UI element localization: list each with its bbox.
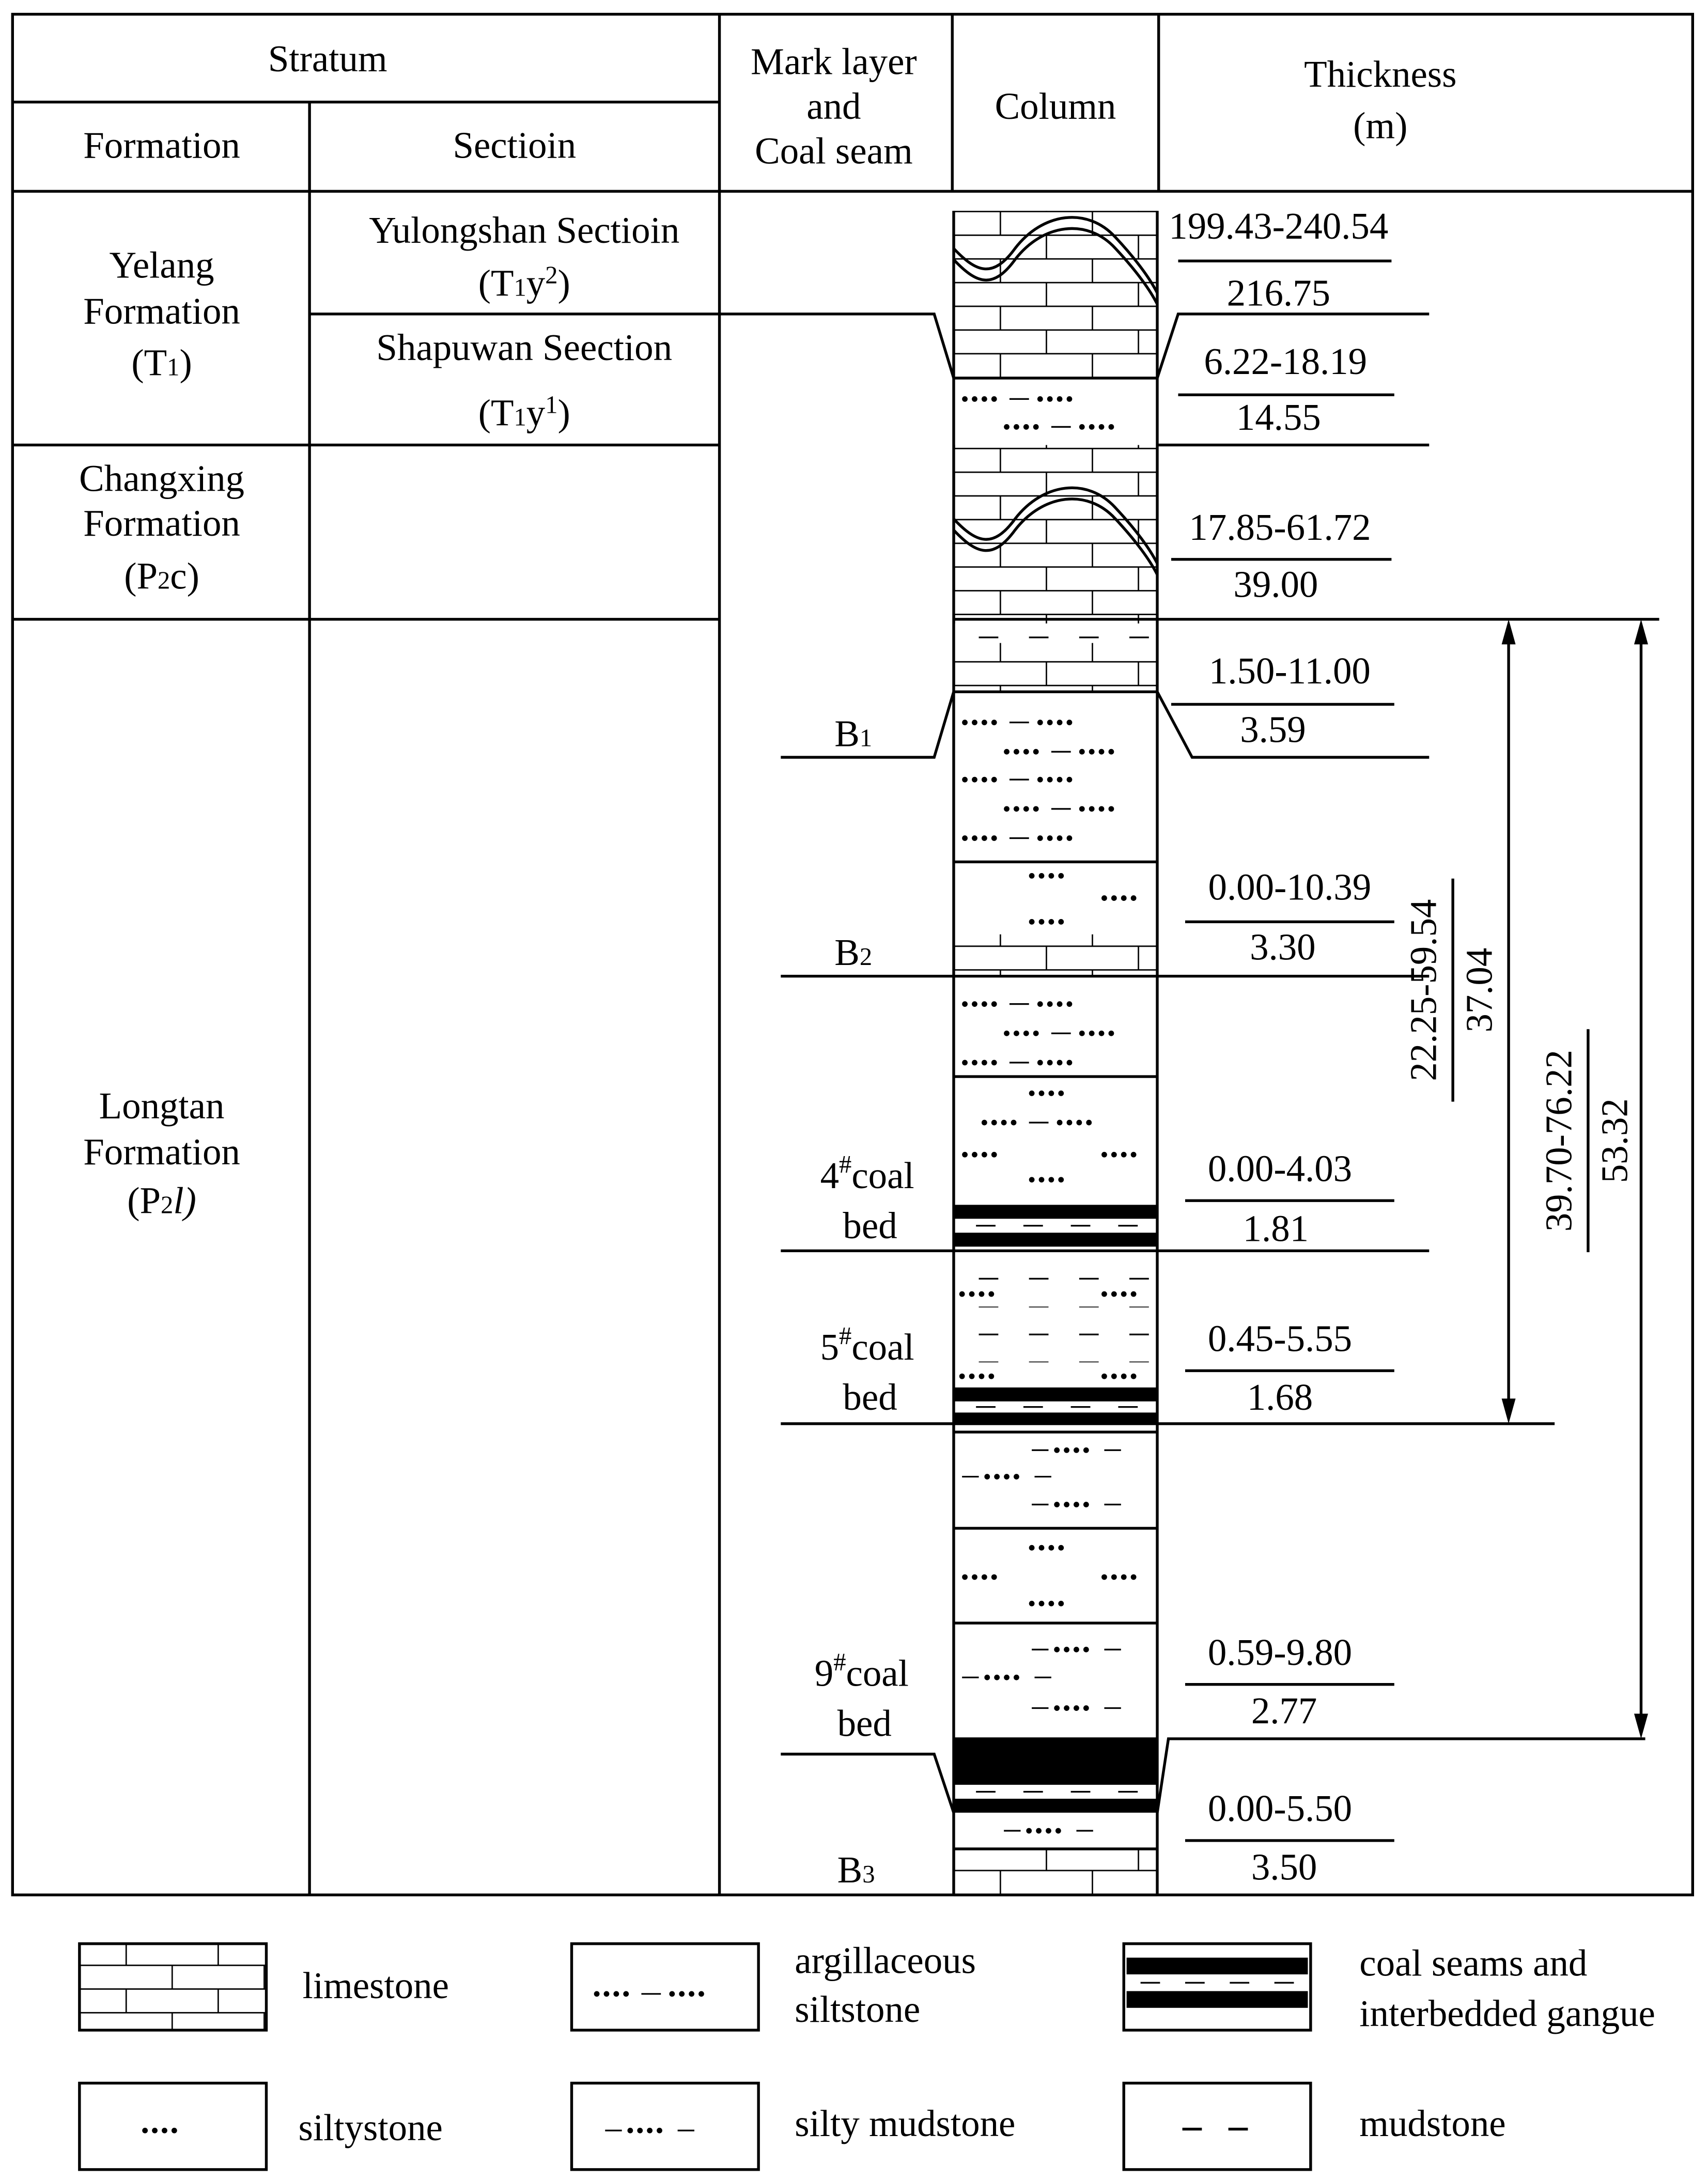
dot-mark bbox=[1079, 1031, 1085, 1036]
dot-mark bbox=[1109, 1031, 1114, 1036]
interval-top-coal9-range: 39.70-76.22 bbox=[1538, 1050, 1580, 1232]
legend-coal-gangue-label-line1: coal seams and bbox=[1359, 1942, 1588, 1984]
dot-mark bbox=[962, 396, 968, 402]
dot-mark bbox=[1121, 1291, 1127, 1297]
dot-mark bbox=[1029, 873, 1035, 879]
dot-mark bbox=[1131, 1152, 1137, 1158]
dot-mark bbox=[1083, 1647, 1089, 1653]
dot-mark bbox=[679, 1991, 685, 1997]
dot-mark bbox=[1004, 424, 1010, 430]
dot-mark bbox=[991, 1120, 997, 1126]
argillaceous-siltstone-shapuwan bbox=[954, 378, 1157, 445]
yulongshan-section-name: Yulongshan Sectioin bbox=[369, 209, 680, 252]
dot-mark bbox=[991, 1152, 997, 1158]
dot-mark bbox=[1047, 720, 1053, 725]
dot-mark bbox=[994, 1675, 1000, 1680]
dot-mark bbox=[962, 1060, 968, 1066]
dot-mark bbox=[1109, 424, 1114, 430]
dot-mark bbox=[972, 1001, 977, 1007]
dot-mark bbox=[1014, 424, 1019, 430]
limestone-b3 bbox=[954, 1849, 1157, 1895]
siltstone-above-coal4 bbox=[954, 1077, 1157, 1205]
dot-mark bbox=[972, 835, 977, 841]
legend-mudstone-swatch bbox=[1124, 2083, 1311, 2170]
dot-mark bbox=[1111, 1374, 1117, 1379]
dot-mark bbox=[1064, 1705, 1069, 1711]
interval-b1-coal5-range: 22.25-59.54 bbox=[1402, 899, 1445, 1081]
dot-mark bbox=[984, 1474, 990, 1479]
dot-mark bbox=[962, 777, 968, 783]
thickness-coal5-avg: 1.68 bbox=[1247, 1376, 1313, 1419]
changxing-code: (P2c) bbox=[124, 555, 199, 597]
dot-mark bbox=[1121, 895, 1127, 901]
legend-argillaceous-siltstone-symbol bbox=[594, 1991, 704, 1997]
dot-mark bbox=[1121, 1574, 1127, 1580]
dot-mark bbox=[1048, 1090, 1054, 1096]
dot-mark bbox=[1057, 1001, 1063, 1007]
limestone-b2 bbox=[954, 934, 1157, 976]
thickness-b3-range: 0.00-5.50 bbox=[1207, 1787, 1353, 1830]
dot-mark bbox=[1111, 1152, 1117, 1158]
dot-mark bbox=[172, 2128, 177, 2133]
thickness-header-line1: Thickness bbox=[1304, 53, 1457, 95]
column-header: Column bbox=[995, 85, 1116, 127]
dot-mark bbox=[1057, 720, 1063, 725]
dot-mark bbox=[1047, 1060, 1053, 1066]
dot-mark bbox=[1101, 1574, 1107, 1580]
dot-mark bbox=[623, 1991, 629, 1997]
changxing-name-line1: Changxing bbox=[79, 457, 244, 500]
coal5-bed-label: bed bbox=[843, 1376, 897, 1419]
dot-mark bbox=[1099, 749, 1105, 755]
dot-mark bbox=[1055, 1828, 1061, 1834]
dot-mark bbox=[982, 835, 987, 841]
dot-mark bbox=[1048, 1177, 1054, 1182]
dot-mark bbox=[1014, 1474, 1019, 1479]
dot-mark bbox=[657, 2128, 662, 2133]
dot-mark bbox=[1101, 1374, 1107, 1379]
legend-coal-gangue-label-line2: interbedded gangue bbox=[1359, 1992, 1655, 2034]
dot-mark bbox=[1083, 1705, 1089, 1711]
dot-mark bbox=[1074, 1705, 1079, 1711]
dot-mark bbox=[1011, 1120, 1017, 1126]
dot-mark bbox=[1111, 1574, 1117, 1580]
dot-mark bbox=[982, 720, 987, 725]
dot-mark bbox=[1067, 835, 1073, 841]
dot-mark bbox=[1004, 1474, 1010, 1479]
dot-mark bbox=[1057, 1120, 1063, 1126]
section-header: Sectioin bbox=[453, 124, 577, 166]
thickness-coal5-range: 0.45-5.55 bbox=[1207, 1317, 1353, 1360]
legend-siltystone-swatch bbox=[80, 2083, 267, 2170]
dot-mark bbox=[1029, 1090, 1035, 1096]
dot-mark bbox=[1064, 1647, 1069, 1653]
siltstone-layer-b2 bbox=[954, 862, 1157, 934]
dot-mark bbox=[959, 1374, 965, 1379]
legend-siltystone-symbol bbox=[142, 2128, 177, 2133]
dot-mark bbox=[1121, 1152, 1127, 1158]
interval-b1-coal5-avg: 37.04 bbox=[1458, 947, 1500, 1033]
dot-mark bbox=[1039, 1177, 1045, 1182]
thickness-b1-range: 1.50-11.00 bbox=[1208, 649, 1371, 692]
dot-mark bbox=[982, 1574, 987, 1580]
dot-mark bbox=[994, 1474, 1000, 1479]
coal4-seam-lower bbox=[954, 1233, 1157, 1247]
dot-mark bbox=[1074, 1502, 1079, 1507]
coal5-seam-lower bbox=[954, 1412, 1157, 1424]
dot-mark bbox=[1057, 1060, 1063, 1066]
dot-mark bbox=[1079, 424, 1085, 430]
thickness-coal4-range: 0.00-4.03 bbox=[1207, 1147, 1353, 1190]
mark-layer-labels bbox=[815, 712, 914, 1891]
dot-mark bbox=[1033, 806, 1039, 812]
legend-limestone-label: limestone bbox=[302, 1964, 449, 2006]
yelang-name-line2: Formation bbox=[83, 290, 240, 332]
lithology-column bbox=[954, 211, 1157, 1895]
shapuwan-section-name: Shapuwan Seection bbox=[376, 326, 673, 368]
dot-mark bbox=[1131, 895, 1137, 901]
dot-mark bbox=[962, 1001, 968, 1007]
dot-mark bbox=[1079, 806, 1085, 812]
dot-mark bbox=[1048, 873, 1054, 879]
dot-mark bbox=[972, 396, 977, 402]
coal5-label: 5#coal bbox=[820, 1322, 914, 1368]
dot-mark bbox=[1089, 424, 1095, 430]
longtan-name-line1: Longtan bbox=[99, 1084, 225, 1127]
dot-mark bbox=[1057, 396, 1063, 402]
mudstone-thin-2 bbox=[954, 1334, 1157, 1362]
legend-silty-mudstone-label: silty mudstone bbox=[795, 2102, 1016, 2145]
dot-mark bbox=[1029, 1177, 1035, 1182]
marker-b1: B1 bbox=[834, 712, 873, 755]
dot-mark bbox=[1023, 424, 1029, 430]
dot-mark bbox=[1048, 1545, 1054, 1551]
dot-mark bbox=[1037, 777, 1043, 783]
dot-mark bbox=[1058, 1601, 1064, 1607]
longtan-name-line2: Formation bbox=[83, 1131, 240, 1173]
dot-mark bbox=[1023, 806, 1029, 812]
dot-mark bbox=[1076, 1120, 1082, 1126]
dot-mark bbox=[1131, 1374, 1137, 1379]
dot-mark bbox=[1057, 777, 1063, 783]
dot-mark bbox=[988, 1291, 994, 1297]
coal9-label: 9#coal bbox=[814, 1648, 909, 1694]
mudstone-band-top bbox=[954, 624, 1157, 643]
dot-mark bbox=[1083, 1447, 1089, 1453]
dot-mark bbox=[982, 396, 987, 402]
dot-mark bbox=[1074, 1447, 1079, 1453]
dot-mark bbox=[991, 1001, 997, 1007]
dot-mark bbox=[962, 1574, 968, 1580]
dot-mark bbox=[979, 1291, 985, 1297]
dot-mark bbox=[1099, 424, 1105, 430]
formation-column bbox=[79, 244, 244, 1222]
dot-mark bbox=[1039, 1090, 1045, 1096]
dot-mark bbox=[669, 1991, 675, 1997]
dot-mark bbox=[991, 777, 997, 783]
changxing-name-line2: Formation bbox=[83, 502, 240, 544]
dot-mark bbox=[969, 1374, 975, 1379]
section-column bbox=[369, 209, 679, 434]
dot-mark bbox=[1058, 1090, 1064, 1096]
dot-mark bbox=[962, 1152, 968, 1158]
thickness-shapuwan-avg: 14.55 bbox=[1236, 396, 1321, 438]
legend-siltystone-label: siltystone bbox=[298, 2107, 443, 2149]
coal4-seam-upper bbox=[954, 1205, 1157, 1219]
dot-mark bbox=[162, 2128, 167, 2133]
legend-silty-mudstone-swatch bbox=[571, 2083, 758, 2170]
dot-mark bbox=[1046, 1828, 1051, 1834]
dot-mark bbox=[1089, 806, 1095, 812]
dot-mark bbox=[959, 1291, 965, 1297]
thickness-coal9-avg: 2.77 bbox=[1251, 1690, 1317, 1732]
dot-mark bbox=[1037, 1060, 1043, 1066]
dot-mark bbox=[604, 1991, 610, 1997]
dot-mark bbox=[1033, 1031, 1039, 1036]
coal5-seam-upper bbox=[954, 1388, 1157, 1401]
dot-mark bbox=[972, 1152, 977, 1158]
dot-mark bbox=[1047, 396, 1053, 402]
dot-mark bbox=[979, 1374, 985, 1379]
dot-mark bbox=[1083, 1502, 1089, 1507]
yulongshan-section-code: $(T1y^2)$ bbox=[478, 261, 570, 304]
dot-mark bbox=[637, 2128, 643, 2133]
dot-mark bbox=[982, 1120, 987, 1126]
yelang-name-line1: Yelang bbox=[109, 244, 214, 286]
dot-mark bbox=[1029, 1601, 1035, 1607]
dot-mark bbox=[1014, 806, 1019, 812]
stratum-header: Stratum bbox=[268, 38, 387, 80]
dot-mark bbox=[689, 1991, 694, 1997]
thickness-guide-lines bbox=[720, 261, 1659, 1841]
dot-mark bbox=[1039, 919, 1045, 925]
coal4-label: 4#coal bbox=[820, 1150, 914, 1196]
thickness-yulongshan-avg: 216.75 bbox=[1226, 272, 1330, 314]
dot-mark bbox=[1074, 1647, 1079, 1653]
dot-mark bbox=[1033, 424, 1039, 430]
dot-mark bbox=[1058, 1545, 1064, 1551]
shapuwan-section-code: $(T1y^1)$ bbox=[478, 391, 570, 434]
mark-layer-header-line1: Mark layer bbox=[751, 40, 917, 83]
thickness-shapuwan-range: 6.22-18.19 bbox=[1204, 340, 1368, 382]
dot-mark bbox=[1004, 806, 1010, 812]
dot-mark bbox=[1023, 1031, 1029, 1036]
dot-mark bbox=[1047, 835, 1053, 841]
dot-mark bbox=[982, 1152, 987, 1158]
coal9-seam-lower bbox=[954, 1799, 1157, 1813]
dot-mark bbox=[1111, 895, 1117, 901]
dot-mark bbox=[1067, 720, 1073, 725]
coal9-bed-label: bed bbox=[837, 1702, 892, 1744]
interval-markers bbox=[1403, 619, 1648, 1739]
dot-mark bbox=[647, 2128, 653, 2133]
mudstone-below-coal4 bbox=[954, 1251, 1157, 1281]
dot-mark bbox=[1079, 749, 1085, 755]
dot-mark bbox=[1057, 835, 1063, 841]
marker-b2: B2 bbox=[834, 931, 873, 974]
dot-mark bbox=[1089, 1031, 1095, 1036]
dot-mark bbox=[1131, 1574, 1137, 1580]
dot-mark bbox=[1037, 835, 1043, 841]
thickness-changxing-range: 17.85-61.72 bbox=[1189, 506, 1371, 548]
dot-mark bbox=[1067, 1060, 1073, 1066]
dot-mark bbox=[991, 835, 997, 841]
dot-mark bbox=[1026, 1828, 1032, 1834]
dot-mark bbox=[1004, 1675, 1010, 1680]
dot-mark bbox=[1054, 1647, 1060, 1653]
dot-mark bbox=[962, 835, 968, 841]
dot-mark bbox=[1014, 1675, 1019, 1680]
dot-mark bbox=[1067, 1120, 1073, 1126]
dot-mark bbox=[991, 396, 997, 402]
dot-mark bbox=[1004, 1031, 1010, 1036]
legend-silty-mudstone-symbol bbox=[605, 2128, 694, 2133]
dot-mark bbox=[991, 720, 997, 725]
dot-mark bbox=[1014, 1031, 1019, 1036]
thickness-b2-range: 0.00-10.39 bbox=[1208, 866, 1372, 908]
dot-mark bbox=[982, 1001, 987, 1007]
dot-mark bbox=[1029, 919, 1035, 925]
legend-limestone-swatch bbox=[80, 1944, 267, 2030]
dot-mark bbox=[1037, 396, 1043, 402]
dot-mark bbox=[1037, 1001, 1043, 1007]
dot-mark bbox=[1064, 1447, 1069, 1453]
dot-mark bbox=[594, 1991, 600, 1997]
dot-mark bbox=[1047, 1001, 1053, 1007]
dot-mark bbox=[972, 1574, 977, 1580]
dot-mark bbox=[1131, 1291, 1137, 1297]
thickness-yulongshan-range: 199.43-240.54 bbox=[1169, 205, 1389, 247]
dot-mark bbox=[1001, 1120, 1007, 1126]
dot-mark bbox=[1039, 1545, 1045, 1551]
dot-mark bbox=[1054, 1447, 1060, 1453]
thickness-b3-avg: 3.50 bbox=[1251, 1846, 1317, 1888]
mark-layer-header-line2: and bbox=[806, 85, 861, 127]
dot-mark bbox=[1033, 749, 1039, 755]
dot-mark bbox=[1111, 1291, 1117, 1297]
dot-mark bbox=[1023, 749, 1029, 755]
dot-mark bbox=[972, 1060, 977, 1066]
dot-mark bbox=[1058, 873, 1064, 879]
dot-mark bbox=[1099, 806, 1105, 812]
legend-mudstone-label: mudstone bbox=[1359, 2102, 1506, 2145]
thickness-header-line2: (m) bbox=[1353, 104, 1408, 147]
dot-mark bbox=[991, 1060, 997, 1066]
dot-mark bbox=[142, 2128, 148, 2133]
table-header bbox=[83, 38, 1456, 172]
dot-mark bbox=[1048, 1601, 1054, 1607]
thickness-b1-avg: 3.59 bbox=[1240, 708, 1306, 751]
dot-mark bbox=[1004, 749, 1010, 755]
dot-mark bbox=[1099, 1031, 1105, 1036]
legend bbox=[80, 1939, 1655, 2170]
dot-mark bbox=[1101, 1291, 1107, 1297]
thickness-values bbox=[1169, 205, 1388, 1888]
dot-mark bbox=[1067, 777, 1073, 783]
dot-mark bbox=[1014, 749, 1019, 755]
dot-mark bbox=[1101, 1152, 1107, 1158]
dot-mark bbox=[698, 1991, 704, 1997]
dot-mark bbox=[962, 720, 968, 725]
dot-mark bbox=[1089, 749, 1095, 755]
dot-mark bbox=[972, 720, 977, 725]
dot-mark bbox=[991, 1574, 997, 1580]
dot-mark bbox=[1064, 1502, 1069, 1507]
dot-mark bbox=[1109, 749, 1114, 755]
legend-coal-gangue-swatch bbox=[1124, 1944, 1311, 2030]
dot-mark bbox=[984, 1675, 990, 1680]
dot-mark bbox=[1054, 1502, 1060, 1507]
dot-mark bbox=[1109, 806, 1114, 812]
dot-mark bbox=[627, 2128, 633, 2133]
dot-mark bbox=[152, 2128, 158, 2133]
dot-mark bbox=[1058, 919, 1064, 925]
thickness-coal9-range: 0.59-9.80 bbox=[1207, 1631, 1353, 1673]
dot-mark bbox=[972, 777, 977, 783]
yelang-code: (T1) bbox=[131, 341, 192, 384]
legend-argillaceous-siltstone-swatch bbox=[571, 1944, 758, 2030]
dot-mark bbox=[1036, 1828, 1042, 1834]
dot-mark bbox=[1048, 919, 1054, 925]
thickness-coal4-avg: 1.81 bbox=[1243, 1207, 1309, 1250]
coal4-bed-label: bed bbox=[843, 1205, 897, 1247]
dot-mark bbox=[613, 1991, 619, 1997]
legend-argillaceous-siltstone-label-line1: argillaceous bbox=[795, 1939, 976, 1982]
legend-argillaceous-siltstone-label-line2: siltstone bbox=[795, 1988, 921, 2030]
coal9-seam-upper bbox=[954, 1739, 1157, 1785]
dot-mark bbox=[1037, 720, 1043, 725]
marker-b3: B3 bbox=[837, 1848, 875, 1891]
formation-header: Formation bbox=[83, 124, 240, 166]
dot-mark bbox=[1067, 1001, 1073, 1007]
dot-mark bbox=[982, 1060, 987, 1066]
dot-mark bbox=[969, 1291, 975, 1297]
dot-mark bbox=[1058, 1177, 1064, 1182]
mudstone-thin-1 bbox=[954, 1306, 1157, 1334]
dot-mark bbox=[1039, 1601, 1045, 1607]
mark-layer-header-line3: Coal seam bbox=[755, 130, 913, 172]
interval-top-coal9-avg: 53.32 bbox=[1593, 1098, 1636, 1183]
thickness-b2-avg: 3.30 bbox=[1250, 926, 1316, 968]
dot-mark bbox=[1086, 1120, 1092, 1126]
dot-mark bbox=[988, 1374, 994, 1379]
dot-mark bbox=[1121, 1374, 1127, 1379]
dot-mark bbox=[1029, 1545, 1035, 1551]
dot-mark bbox=[1101, 895, 1107, 901]
limestone-layer-yulongshan bbox=[954, 211, 1157, 378]
dot-mark bbox=[1054, 1705, 1060, 1711]
dot-mark bbox=[1067, 396, 1073, 402]
dot-mark bbox=[1039, 873, 1045, 879]
thickness-changxing-avg: 39.00 bbox=[1233, 563, 1318, 605]
dot-mark bbox=[1047, 777, 1053, 783]
dot-mark bbox=[982, 777, 987, 783]
longtan-code: (P2l) bbox=[127, 1179, 196, 1222]
